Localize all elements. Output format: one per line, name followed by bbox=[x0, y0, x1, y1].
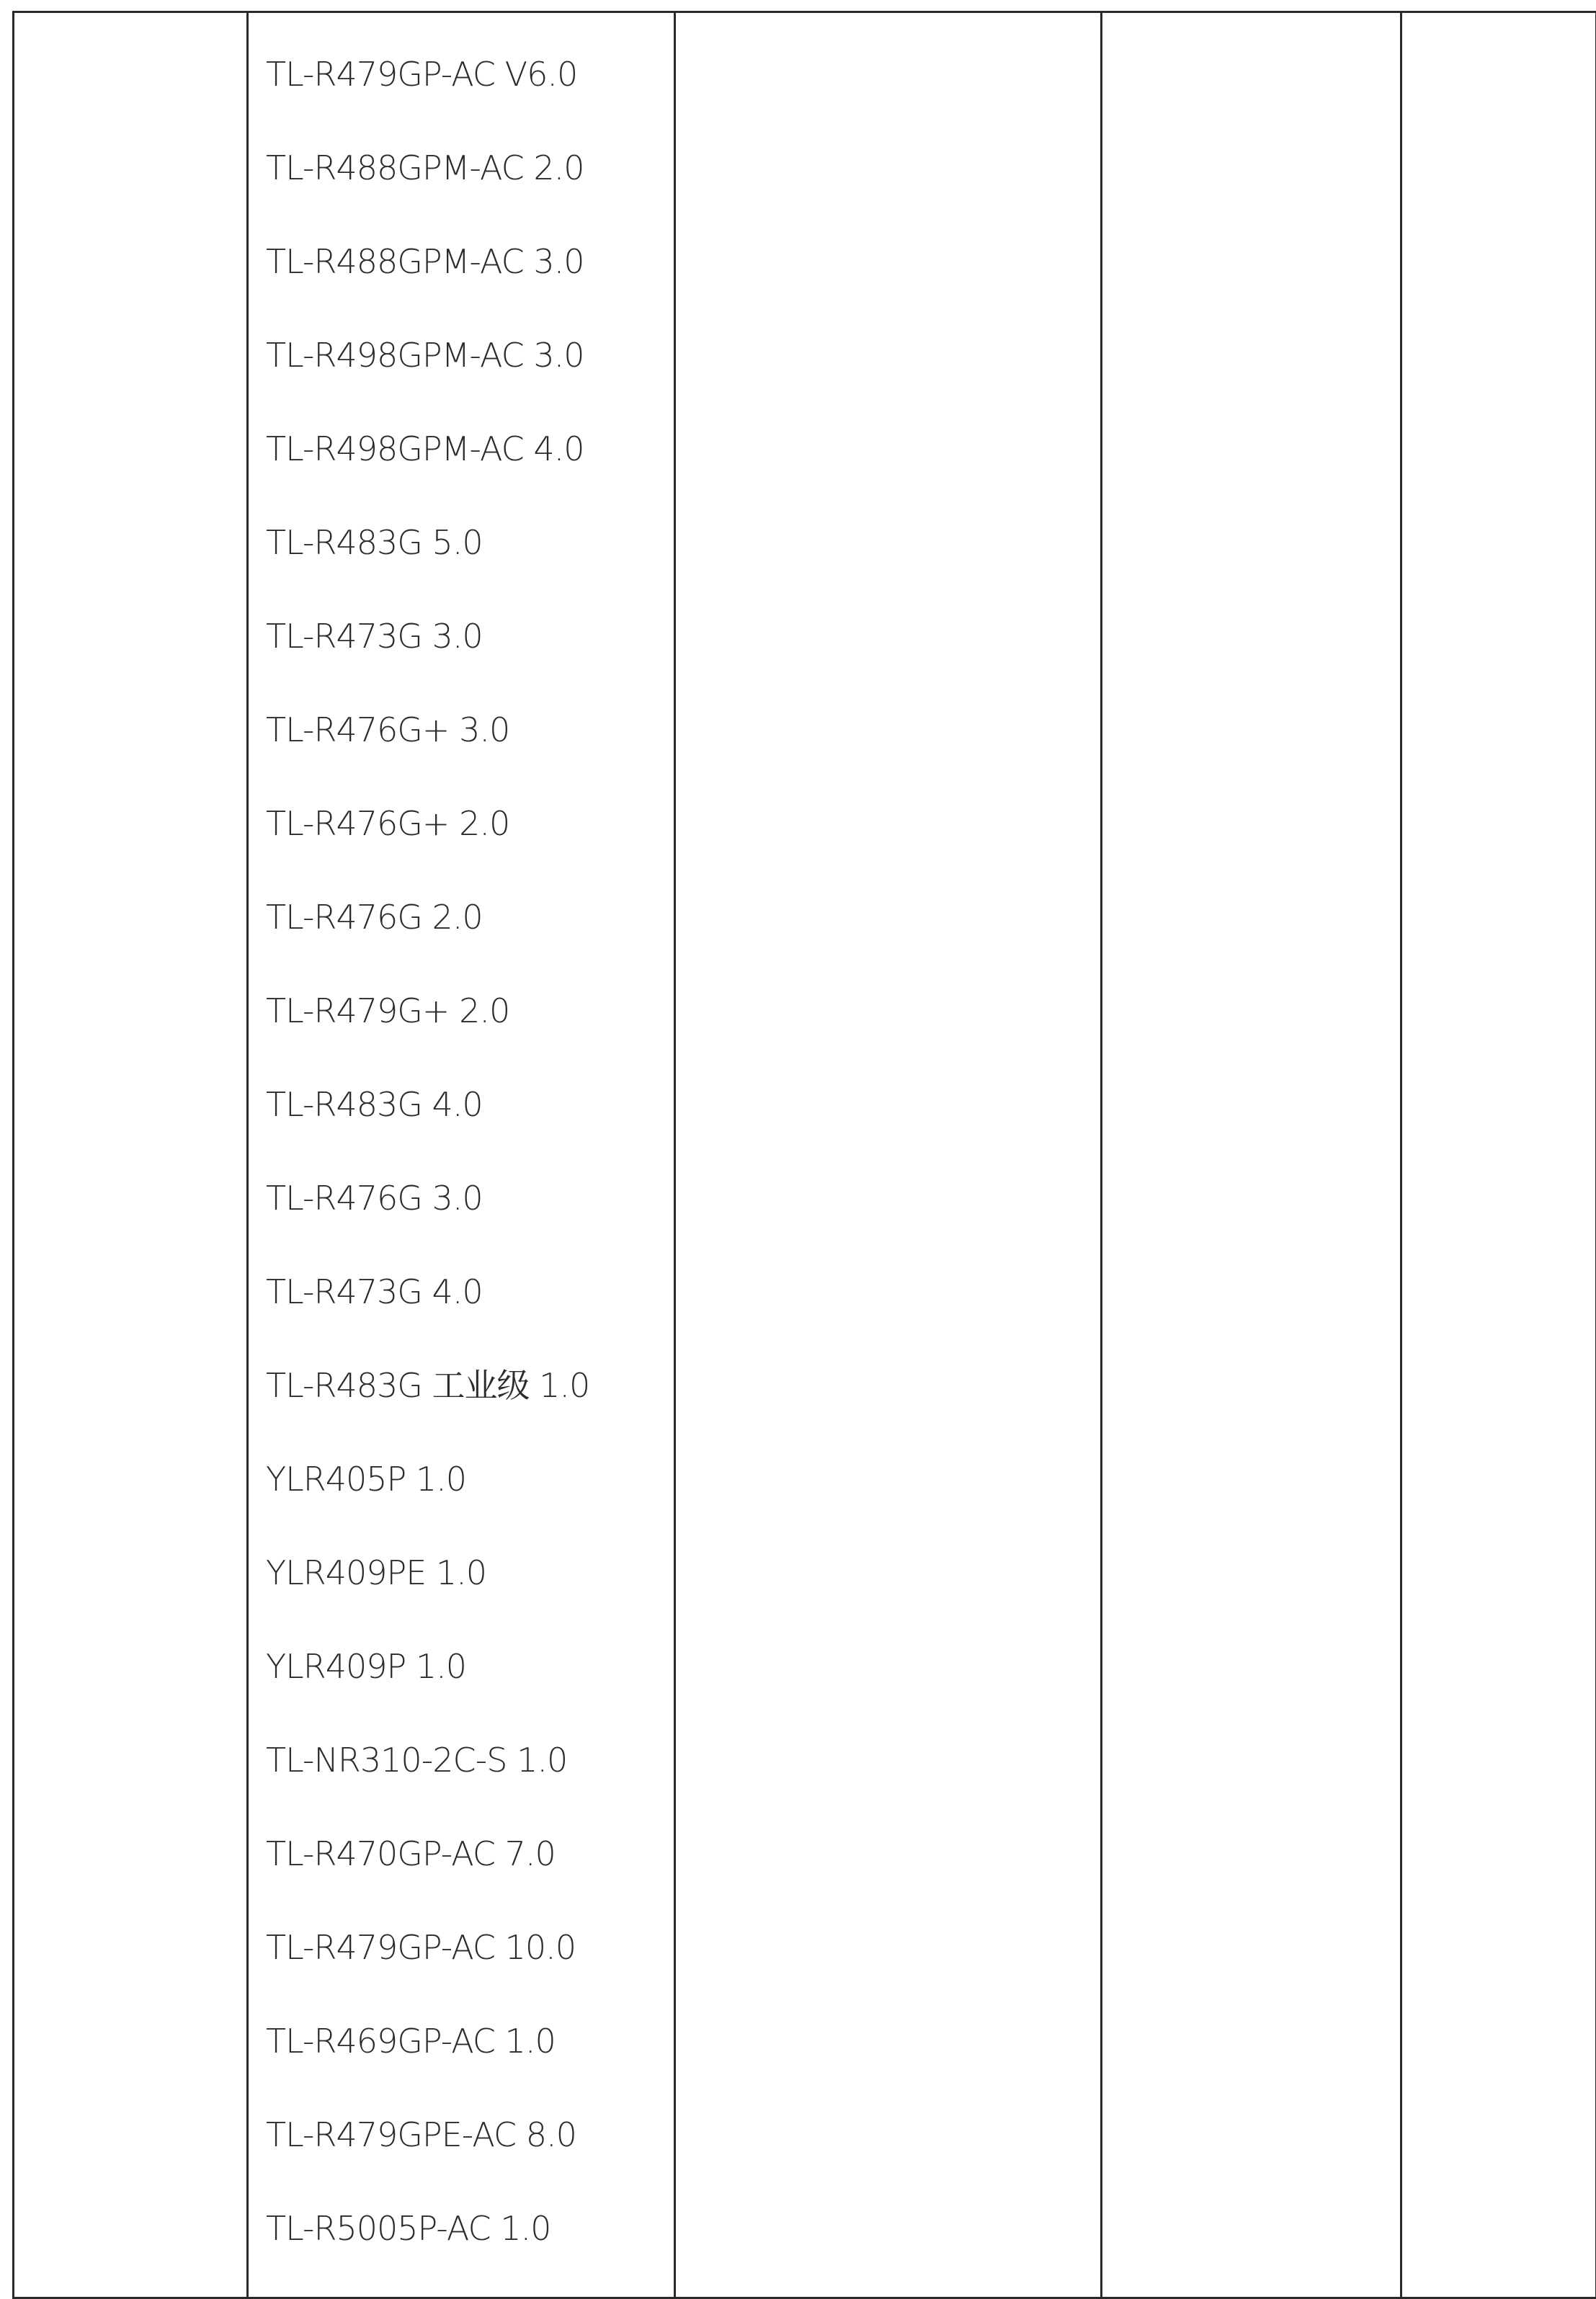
list-item: TL-R476G 2.0 bbox=[266, 892, 674, 986]
list-item: TL-R473G 3.0 bbox=[266, 611, 674, 705]
list-item: YLR409PE 1.0 bbox=[266, 1548, 674, 1641]
list-item: TL-R476G+ 3.0 bbox=[266, 705, 674, 798]
list-item: TL-R498GPM-AC 3.0 bbox=[266, 330, 674, 424]
table-cell-model-list bbox=[248, 12, 675, 2298]
list-item: TL-R488GPM-AC 3.0 bbox=[266, 236, 674, 330]
list-item: TL-R479G+ 2.0 bbox=[266, 986, 674, 1079]
list-item: TL-R473G 4.0 bbox=[266, 1267, 674, 1360]
list-item: TL-R488GPM-AC 2.0 bbox=[266, 143, 674, 236]
document-table bbox=[12, 11, 1596, 2299]
table-cell-empty-col-5 bbox=[1401, 12, 1596, 2298]
list-item: TL-R5005P-AC 1.0 bbox=[266, 2203, 674, 2297]
table-cell-empty-col-3 bbox=[675, 12, 1102, 2298]
list-item: TL-R479GPE-AC 8.0 bbox=[266, 2110, 674, 2203]
model-list bbox=[249, 13, 674, 2297]
list-item: YLR405P 1.0 bbox=[266, 1454, 674, 1548]
table-cell-empty-col-1 bbox=[14, 12, 248, 2298]
list-item: TL-R479GP-AC V6.0 bbox=[266, 49, 674, 143]
list-item: TL-R483G 4.0 bbox=[266, 1079, 674, 1173]
list-item: TL-R479GP-AC 10.0 bbox=[266, 1922, 674, 2016]
table-row bbox=[14, 12, 1596, 2298]
list-item: TL-R476G+ 2.0 bbox=[266, 798, 674, 892]
list-item: TL-R476G 3.0 bbox=[266, 1173, 674, 1267]
list-item: TL-R498GPM-AC 4.0 bbox=[266, 424, 674, 517]
list-item: TL-R483G 5.0 bbox=[266, 517, 674, 611]
list-item: TL-R470GP-AC 7.0 bbox=[266, 1829, 674, 1922]
list-item: TL-R469GP-AC 1.0 bbox=[266, 2016, 674, 2110]
list-item: TL-NR310-2C-S 1.0 bbox=[266, 1735, 674, 1829]
list-item: YLR409P 1.0 bbox=[266, 1641, 674, 1735]
table-cell-empty-col-4 bbox=[1102, 12, 1401, 2298]
list-item: TL-R483G 工业级 1.0 bbox=[266, 1360, 674, 1454]
